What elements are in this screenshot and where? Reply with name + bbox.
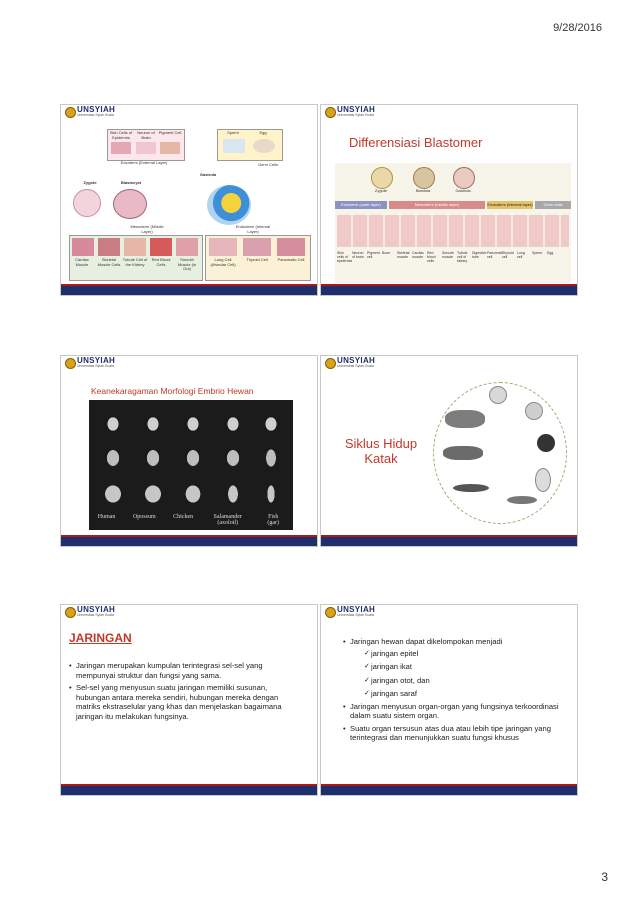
bullet-list (343, 637, 569, 746)
tubule-image (124, 238, 146, 256)
zygote-image (371, 167, 393, 189)
blastula-stage (537, 434, 555, 452)
cell-label: Skin cells of epidermis (337, 251, 353, 263)
slide-footer (321, 535, 577, 546)
label-germ-cells: Germ cells (543, 202, 563, 207)
gastrula-image (207, 185, 251, 225)
label-lung: Lung Cell (Alveolar Cell) (210, 257, 236, 267)
logo-subtitle: Universitas Syiah Kuala (77, 613, 114, 617)
slide-title: JARINGAN (69, 631, 132, 645)
label-thyroid: Thyroid Cell (246, 257, 268, 262)
slide-2 (320, 104, 578, 296)
label-zygote: Zygote (83, 180, 97, 185)
cell-images-row (337, 215, 569, 247)
logo-name: UNSYIAH (337, 605, 376, 614)
page-number: 3 (601, 870, 608, 884)
logo-subtitle: Universitas Syiah Kuala (77, 113, 114, 117)
label-skeletal: Skeletal Muscle Cells (97, 257, 121, 267)
label-endoderm: Endoderm (internal layer) (487, 202, 533, 207)
cell-differentiation-figure (67, 123, 311, 283)
slide-header (321, 356, 577, 370)
species-label: Fish (gar) (267, 514, 280, 526)
label-mesoderm: Mesoderm (Middle Layer) (130, 224, 164, 234)
label-cardiac: Cardiac Muscle (75, 257, 89, 267)
frog-life-cycle-diagram (425, 372, 573, 534)
cell-label: Digestive tube (472, 251, 487, 259)
page-date: 9/28/2016 (553, 22, 602, 34)
embryo-morphology-image (89, 400, 293, 530)
slide-header (321, 605, 577, 619)
cell-label: Lung cell (517, 251, 525, 259)
tadpole-stage (507, 496, 537, 504)
slide-footer (321, 284, 577, 295)
label-ectoderm: Ectoderm (outer layer) (341, 202, 381, 207)
lung-image (209, 238, 237, 256)
cell-label: Egg (547, 251, 554, 255)
pancreatic-image (277, 238, 305, 256)
species-labels (89, 514, 293, 526)
logo-name: UNSYIAH (77, 105, 116, 114)
cell-label: Smooth muscle (442, 251, 455, 259)
cell-label: Skeletal muscle (397, 251, 410, 259)
logo-name: UNSYIAH (77, 356, 116, 365)
logo-subtitle: Universitas Syiah Kuala (77, 364, 114, 368)
check-item: ✓ jaringan saraf (364, 689, 569, 699)
check-item: ✓ jaringan epitel (364, 649, 569, 659)
logo-subtitle: Universitas Syiah Kuala (337, 364, 374, 368)
cleavage-stage (525, 402, 543, 420)
bullet-item: • Jaringan merupakan kumpulan terintegrasi sel-sel yang mempunyai struktur dan fungsi yang sama. (69, 661, 301, 680)
cardiac-image (72, 238, 94, 256)
skin-cells-image (111, 142, 131, 154)
gastrula-image (453, 167, 475, 189)
university-logo-icon (65, 107, 76, 118)
slide-title: Differensiasi Blastomer (349, 135, 483, 150)
species-label: Salamander (axolotl) (213, 514, 242, 526)
slide-6 (320, 604, 578, 796)
zygote-image (73, 189, 101, 217)
species-label: Opossum (132, 514, 156, 520)
label-gastrula: Gastrula (455, 188, 471, 193)
label-mesoderm: Mesoderm (middle layer) (414, 202, 460, 207)
slide-title: Keanekaragaman Morfologi Embrio Hewan (91, 386, 254, 396)
title-line-2: Katak (364, 451, 398, 466)
froglet-stage (443, 446, 483, 460)
label-blastula: Blastula (415, 188, 431, 193)
logo-subtitle: Universitas Syiah Kuala (337, 613, 374, 617)
logo-name: UNSYIAH (337, 105, 376, 114)
slide-footer (321, 784, 577, 795)
label-egg: Egg (259, 130, 267, 135)
university-logo-icon (65, 358, 76, 369)
logo-name: UNSYIAH (337, 356, 376, 365)
blastomer-figure (335, 163, 571, 283)
cell-label: Thyroid cell (502, 251, 514, 259)
redblood-image (150, 238, 172, 256)
university-logo-icon (325, 107, 336, 118)
egg-stage (489, 386, 507, 404)
bullet-item: • Sel-sel yang menyusun suatu jaringan memiliki susunan, hubungan antara mereka sendiri, hubungan mereka dengan matriks ekstraselular yang khas dan menjelaskan bagaimana jaringan itu melakukan fungsinya. (69, 683, 301, 721)
slide-header (321, 105, 577, 119)
cell-label: Cardiac muscle (412, 251, 425, 259)
blastocyst-image (113, 189, 147, 219)
egg-image (253, 139, 275, 153)
label-smooth: Smooth Muscle (in Gut) (177, 257, 197, 271)
cell-label: Pancreatic cell (487, 251, 504, 259)
embryo-grid (95, 406, 287, 510)
cell-label: Neuron of brain (352, 251, 364, 259)
label-gastrula: Gastrula (199, 172, 217, 177)
slide-footer (61, 784, 317, 795)
bullet-list (69, 661, 301, 724)
cell-labels-row (337, 251, 569, 279)
label-ectoderm: Ectoderm (External Layer) (120, 160, 168, 165)
slide-4 (320, 355, 578, 547)
logo-subtitle: Universitas Syiah Kuala (337, 113, 374, 117)
check-item: ✓ jaringan otot, dan (364, 676, 569, 686)
cell-label: Sperm (532, 251, 543, 255)
slide-header (61, 605, 317, 619)
smooth-image (176, 238, 198, 256)
slide-3 (60, 355, 318, 547)
slide-footer (61, 284, 317, 295)
slide-title (341, 436, 421, 466)
label-blastocyst: Blastocyst (120, 180, 142, 185)
blastula-image (413, 167, 435, 189)
slide-header (61, 356, 317, 370)
cell-label: Pigment cell (367, 251, 380, 259)
bullet-item: • Suatu organ tersusun atas dua atau lebih tipe jaringan yang terintegrasi dan menunjukkan suatu fungsi khusus (343, 724, 569, 743)
title-line-1: Siklus Hidup (344, 436, 418, 451)
label-sperm: Sperm (227, 130, 239, 135)
bullet-text: Jaringan hewan dapat dikelompokan menjadi (350, 637, 503, 646)
adult-frog (445, 410, 485, 428)
species-label: Human (97, 514, 116, 520)
larva-stage (453, 484, 489, 492)
label-skin: Skin Cells of Epidermis (109, 130, 133, 140)
slide-5 (60, 604, 318, 796)
neurula-stage (535, 468, 551, 492)
label-germ: Germ Cells (257, 162, 278, 167)
label-endoderm: Endoderm (Internal Layer) (235, 224, 271, 234)
sperm-image (223, 139, 245, 153)
cell-label: Bone (382, 251, 391, 255)
university-logo-icon (325, 607, 336, 618)
label-redblood: Red Blood Cells (151, 257, 171, 267)
slide-header (61, 105, 317, 119)
neuron-image (136, 142, 156, 154)
label-pigment: Pigment Cell (158, 130, 182, 135)
slide-footer (61, 535, 317, 546)
label-pancreatic: Pancreatic Cell (277, 257, 305, 262)
cell-label: Tubule cell of kidney (457, 251, 468, 263)
thyroid-image (243, 238, 271, 256)
label-zygote: Zygote (374, 188, 388, 193)
check-list (364, 649, 569, 699)
label-tubule: Tubule Cell of the Kidney (122, 257, 148, 267)
bullet-item (343, 637, 569, 699)
university-logo-icon (325, 358, 336, 369)
logo-name: UNSYIAH (77, 605, 116, 614)
pigment-cell-image (160, 142, 180, 154)
label-neuron: Neuron of Brain (137, 130, 155, 140)
slide-1 (60, 104, 318, 296)
university-logo-icon (65, 607, 76, 618)
check-item: ✓ jaringan ikat (364, 662, 569, 672)
cell-label: Red blood cells (427, 251, 436, 263)
species-label: Chicken (173, 514, 194, 520)
skeletal-image (98, 238, 120, 256)
bullet-item: • Jaringan menyusun organ-organ yang fungsinya terkoordinasi dalam suatu sistem organ. (343, 702, 569, 721)
